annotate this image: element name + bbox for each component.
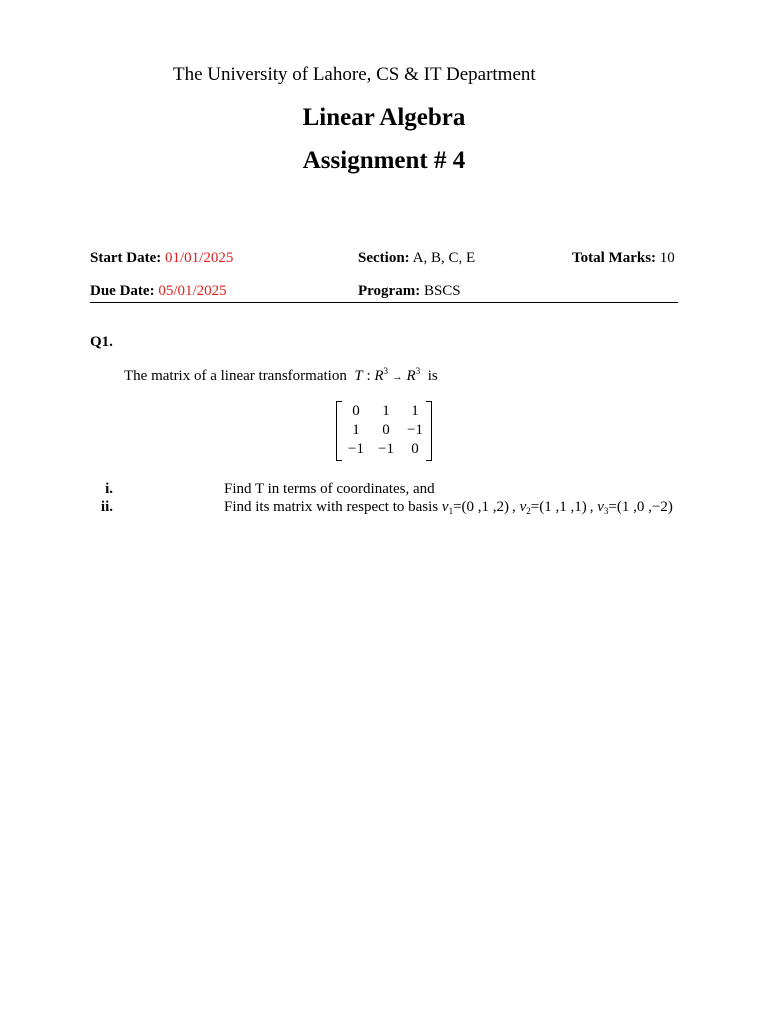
university-heading: The University of Lahore, CS & IT Department [173,64,536,85]
matrix-entry: 1 [352,422,360,438]
question-intro [124,366,438,385]
total-marks-label: Total Marks: [572,250,657,266]
due-date-label: Due Date: [90,283,155,299]
part-text: Find its matrix with respect to basis [224,499,439,515]
matrix-entry: −1 [407,422,423,438]
section-value: A, B, C, E [412,250,476,266]
total-marks-value: 10 [659,250,675,266]
question-part-ii [89,499,749,516]
basis-v1: (0 ,1 ,2) [461,499,510,515]
course-title: Linear Algebra [302,104,466,131]
part-text-with-basis [224,499,673,516]
matrix-entry: −1 [378,441,394,457]
start-date-label: Start Date: [90,250,162,266]
intro-suffix: is [427,368,438,384]
section [358,250,475,267]
part-number: i. [105,481,113,497]
due-date [90,283,227,300]
program-label: Program: [358,283,421,299]
start-date-value: 01/01/2025 [164,250,234,266]
matrix-entry: 0 [382,422,390,438]
program [358,283,461,300]
question-part-i [89,481,729,498]
basis-v2: (1 ,1 ,1) [539,499,587,515]
part-number: ii. [100,499,113,515]
matrix-entry: 1 [382,403,390,419]
program-value: BSCS [423,283,461,299]
matrix-entries [341,403,429,460]
assignment-title: Assignment # 4 [302,147,466,174]
matrix-entry: 0 [352,403,360,419]
matrix-entry: −1 [348,441,364,457]
header-divider [90,302,678,303]
part-text: Find T in terms of coordinates, and [224,481,435,497]
question-label: Q1. [90,334,113,350]
transform-expression: T : $R^3 \to R^3$ [354,366,421,384]
matrix-entry: 1 [411,403,419,419]
transformation-matrix [335,401,433,461]
basis-v3: (1 ,0 ,−2) [616,499,673,515]
due-date-value: 05/01/2025 [158,283,227,299]
total-marks [572,250,675,267]
intro-text: The matrix of a linear transformation [124,368,347,384]
start-date [90,250,233,267]
basis-vectors: $v_1=(0$ ,1 ,2) , $v_2=(1$ ,1 ,1) , $v_3=(1$ ,0 ,−2) [441,499,673,516]
matrix-entry: 0 [411,441,419,457]
section-label: Section: [358,250,410,266]
